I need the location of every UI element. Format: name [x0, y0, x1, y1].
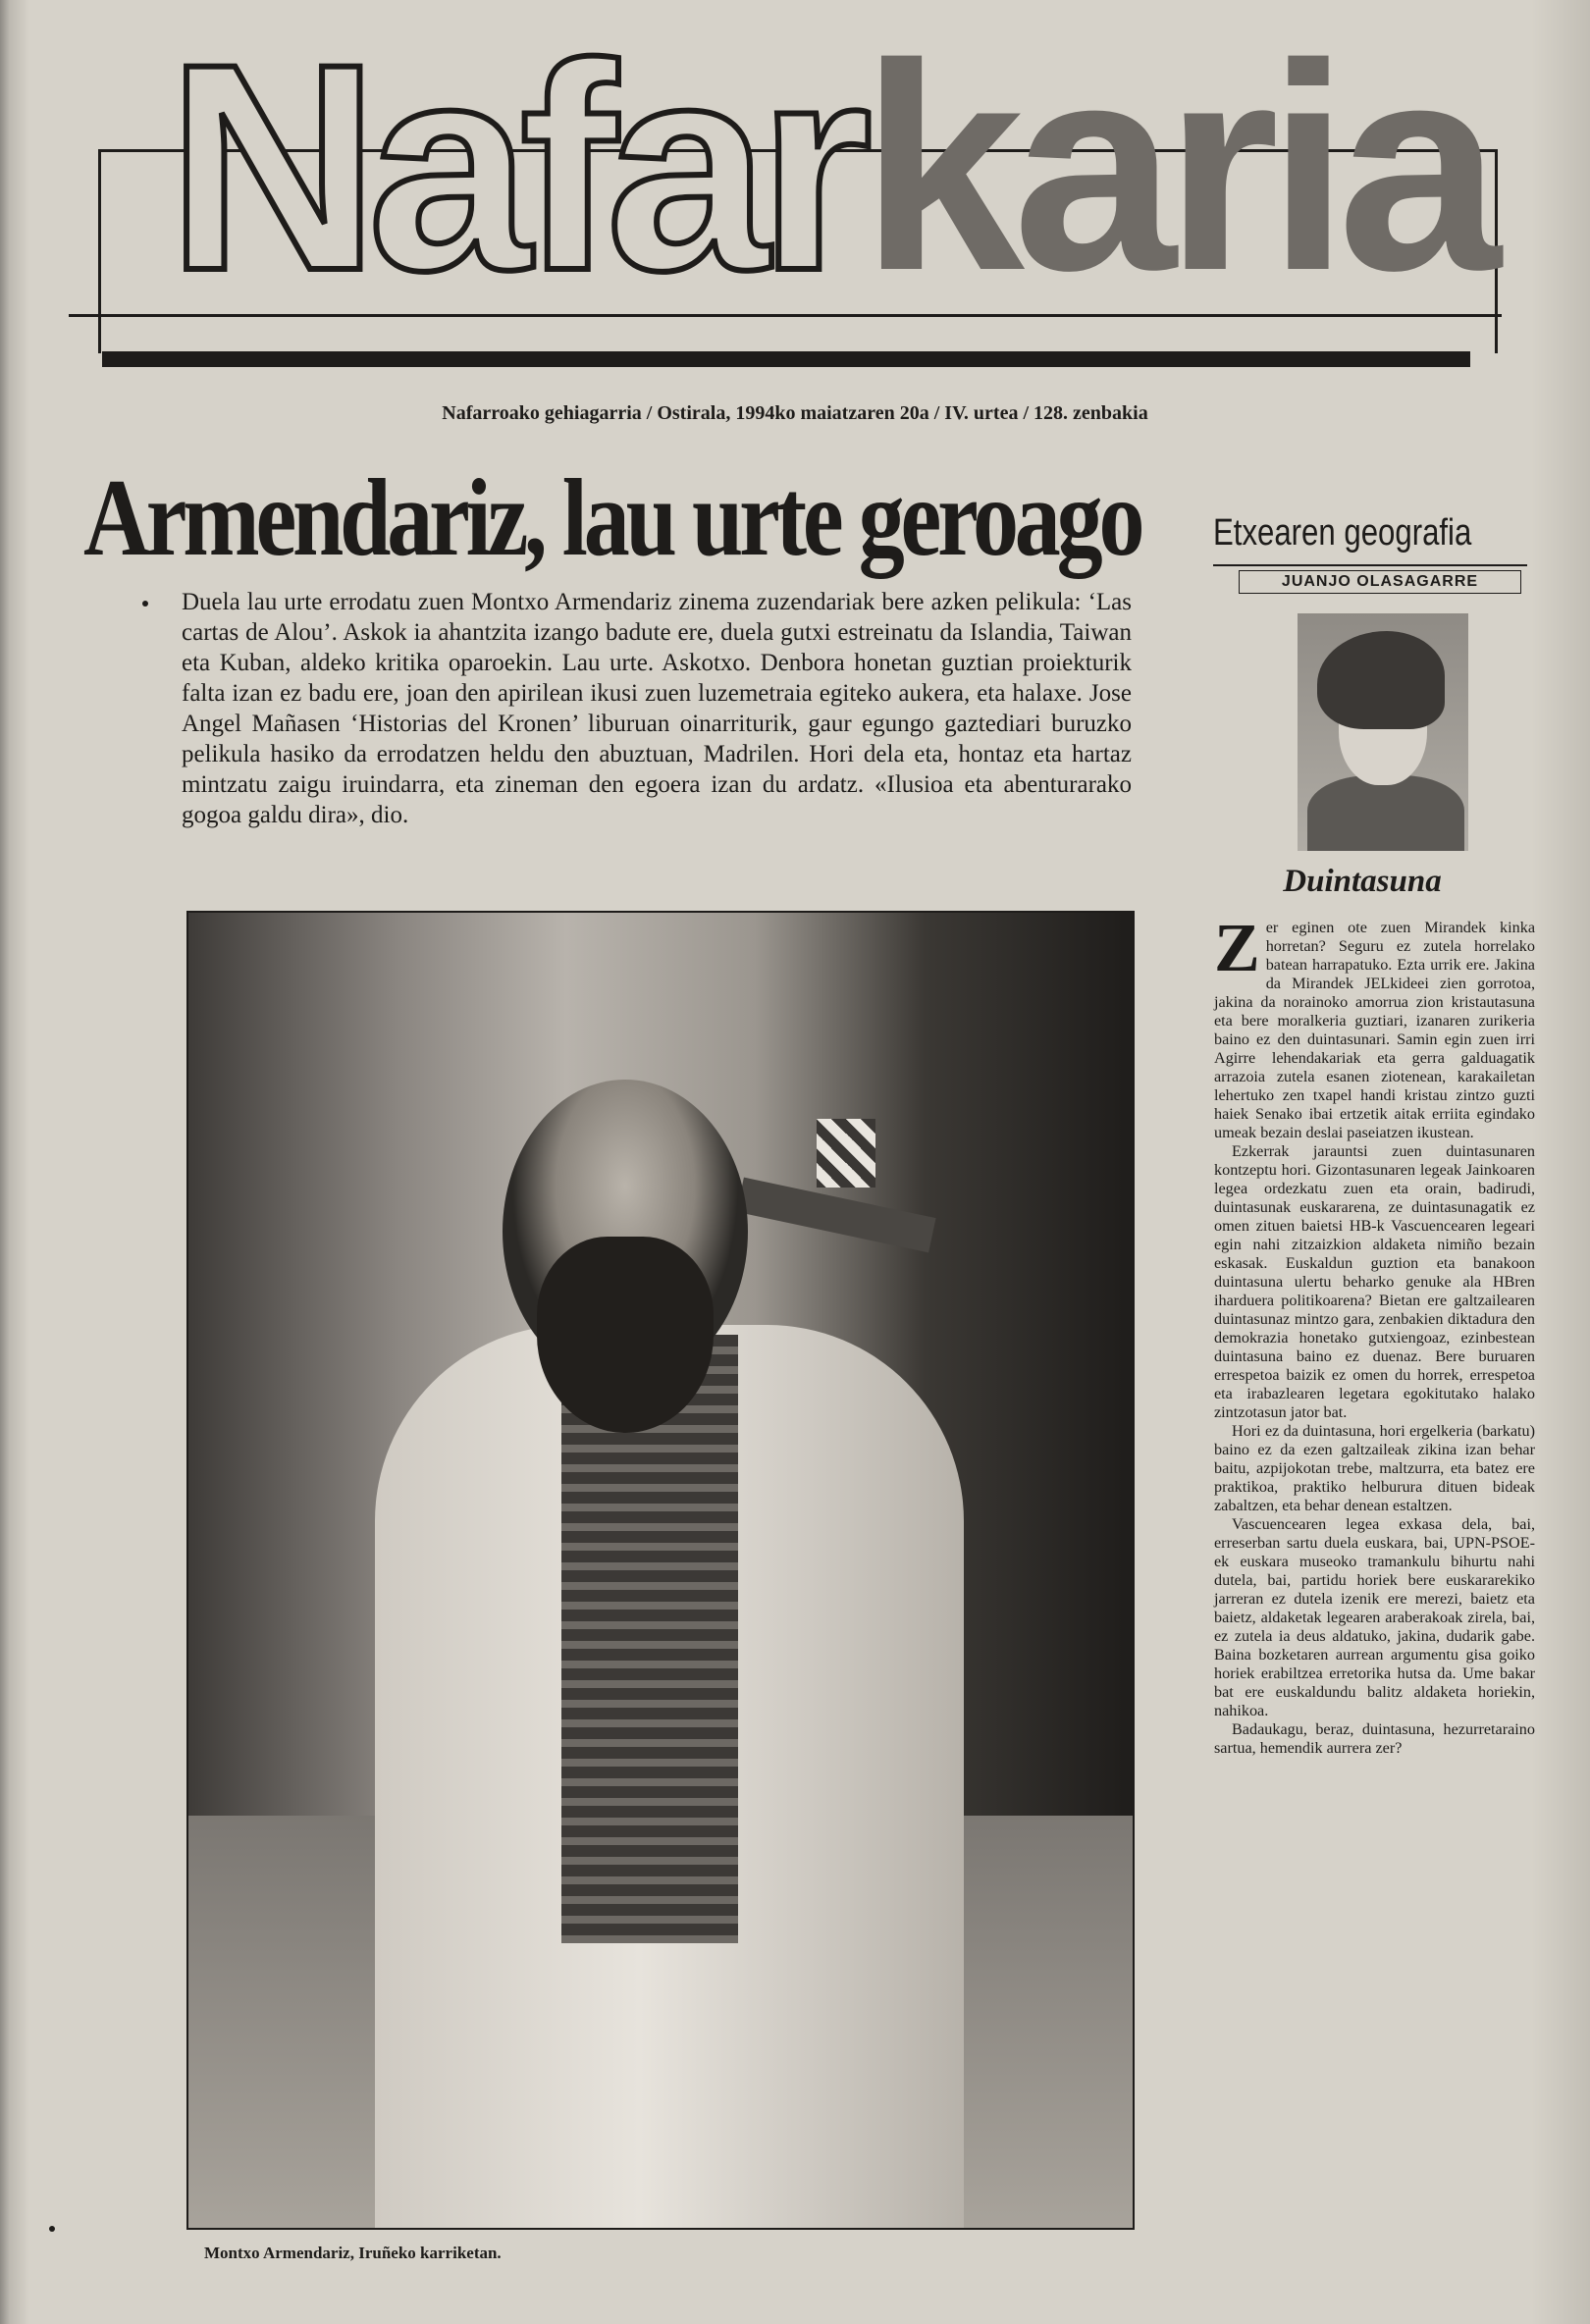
- print-speck: [49, 2226, 55, 2232]
- print-speck: [142, 601, 148, 607]
- photo-street-sign: [736, 1178, 935, 1253]
- logo-part-karia: karia: [861, 2, 1490, 332]
- author-portrait: [1298, 613, 1468, 851]
- column-paragraph: Hori ez da duintasuna, hori ergelkeria (barkatu) baino ez da ezen galtzaileak zikina izan behar baitu, azpijokotan trebe, maltzurra, eta batez ere praktikoa, praktiko helburura dituen bideak zabaltzen, eta behar denean estaltzen.: [1214, 1422, 1535, 1514]
- logo-part-nafar: Nafar: [167, 2, 861, 332]
- photo-caption: Montxo Armendariz, Iruñeko karriketan.: [204, 2244, 502, 2262]
- portrait-body: [1307, 775, 1464, 851]
- column-paragraph: Vascuencearen legea exkasa dela, bai, erreserban sartu duela euskara, bai, UPN-PSOE-ek euskara museoko tramankulu bihurtu nahi dutela, bai, partidu horiek bere euskararekiko jarreran ez dutela izenik ere merezi, baietz eta baietz, aldaketak legearen araberakoak zirela, bai, ez zutela ia deus aldatuko, jakina, dudarik gabe. Baina bozketaren aurrean argumentu gisa goiko horiek erabiltzea erretorika hutsa da. Ume bakar bat ere euskaldundu balitz aldaketa horiekin, nahikoa.: [1214, 1515, 1535, 1719]
- masthead: [69, 2, 1521, 373]
- column-paragraph: [1214, 911, 1535, 1142]
- photo-coat-of-arms: [817, 1119, 875, 1188]
- masthead-bar: [102, 351, 1470, 367]
- article-headline: Armendariz, lau urte geroago: [83, 457, 1141, 579]
- column-title: Etxearen geografia: [1213, 512, 1472, 554]
- column-paragraph-text: er eginen ote zuen Mirandek kinka horretan? Seguru ez zutela horrelako batean harrapatuko. Ezta urrik ere. Jakina da Mirandek JELkideei zien gorrotoa, jakina da norainoko amorrua zion kristautasuna eta bere moralkeria guztiari, izanaren zurikeria baino ez den duintasunari. Samin egin zuen irri Agirre lehendakariak eta gerra galduagatik arrazoia zutela esanen ziotenean, karakailetan lehertuko zen txapel handi kristau zintzo guzti haiek Senako ibai ertzetik aitak erriita egindako umeak bezain deslai paseiatzen ikustean.: [1214, 919, 1535, 1141]
- column-kicker: Duintasuna: [1283, 864, 1442, 899]
- photo-figure-beard: [537, 1237, 714, 1433]
- column-body: [1214, 911, 1535, 1758]
- article-lede: Duela lau urte errodatu zuen Montxo Armendariz zinema zuzendariak bere azken pelikula: ‘Las cartas de Alou’. Askok ia ahantzita izango badute ere, duela gutxi estreinatu da Islandia, Taiwan eta Kuban, aldeko kritika oparoekin. Lau urte. Askotxo. Denbora honetan guztian proiekturik falta izan ez badu ere, joan den apirilean ikusi zuen luzemetraia egiteko aukera, eta halaxe. Jose Angel Mañasen ‘Historias del Kronen’ liburuan oinarriturik, gaur egungo gaztediari buruzko pelikula hasiko da errodatzen heldu den abuztuan, Madrilen. Hori dela eta, hontaz eta hartaz mintzatu zaigu iruindarra, eta zineman den egoera izan du ardatz. «Ilusioa eta abenturarako gogoa galdu dira», dio.: [182, 589, 1132, 828]
- column-byline: JUANJO OLASAGARRE: [1239, 570, 1521, 594]
- portrait-hair: [1317, 631, 1445, 729]
- column-paragraph: Badaukagu, beraz, duintasuna, hezurretaraino sartua, hemendik aurrera zer?: [1214, 1720, 1535, 1757]
- drop-cap: Z: [1214, 911, 1260, 986]
- dateline: Nafarroako gehiagarria / Ostirala, 1994ko maiatzaren 20a / IV. urtea / 128. zenbakia: [442, 402, 1148, 424]
- logo: [167, 2, 1490, 332]
- article-photo: [186, 911, 1135, 2230]
- byline-rule: [1213, 564, 1527, 566]
- column-paragraph: Ezkerrak jarauntsi zuen duintasunaren kontzeptu hori. Gizontasunaren legeak Jainkoaren legea ordezkatu zuen eta orain, badirudi, duintasunak euskararena, ze duintasunagatik ez omen zituen baietsi HB-k Vascuencearen legeari egin nahi zitzaizkion aldaketa nimiño bezain eskasak. Euskaldun guztion eta banakoon duintasuna ulertu beharko genuke ala HBren iharduera politikoarena? Bietan ere galtzailearen duintasunaz mintzo gara, zenbakien diktadura den demokrazia honetako gutxiengoaz, ezinbestean duintasuna baino ez duenaz. Bere buruaren errespetoa baizik ez omen du horrek, errespetoa eta irabazlearen legetara egokitutako halako zintzotasun jator bat.: [1214, 1142, 1535, 1421]
